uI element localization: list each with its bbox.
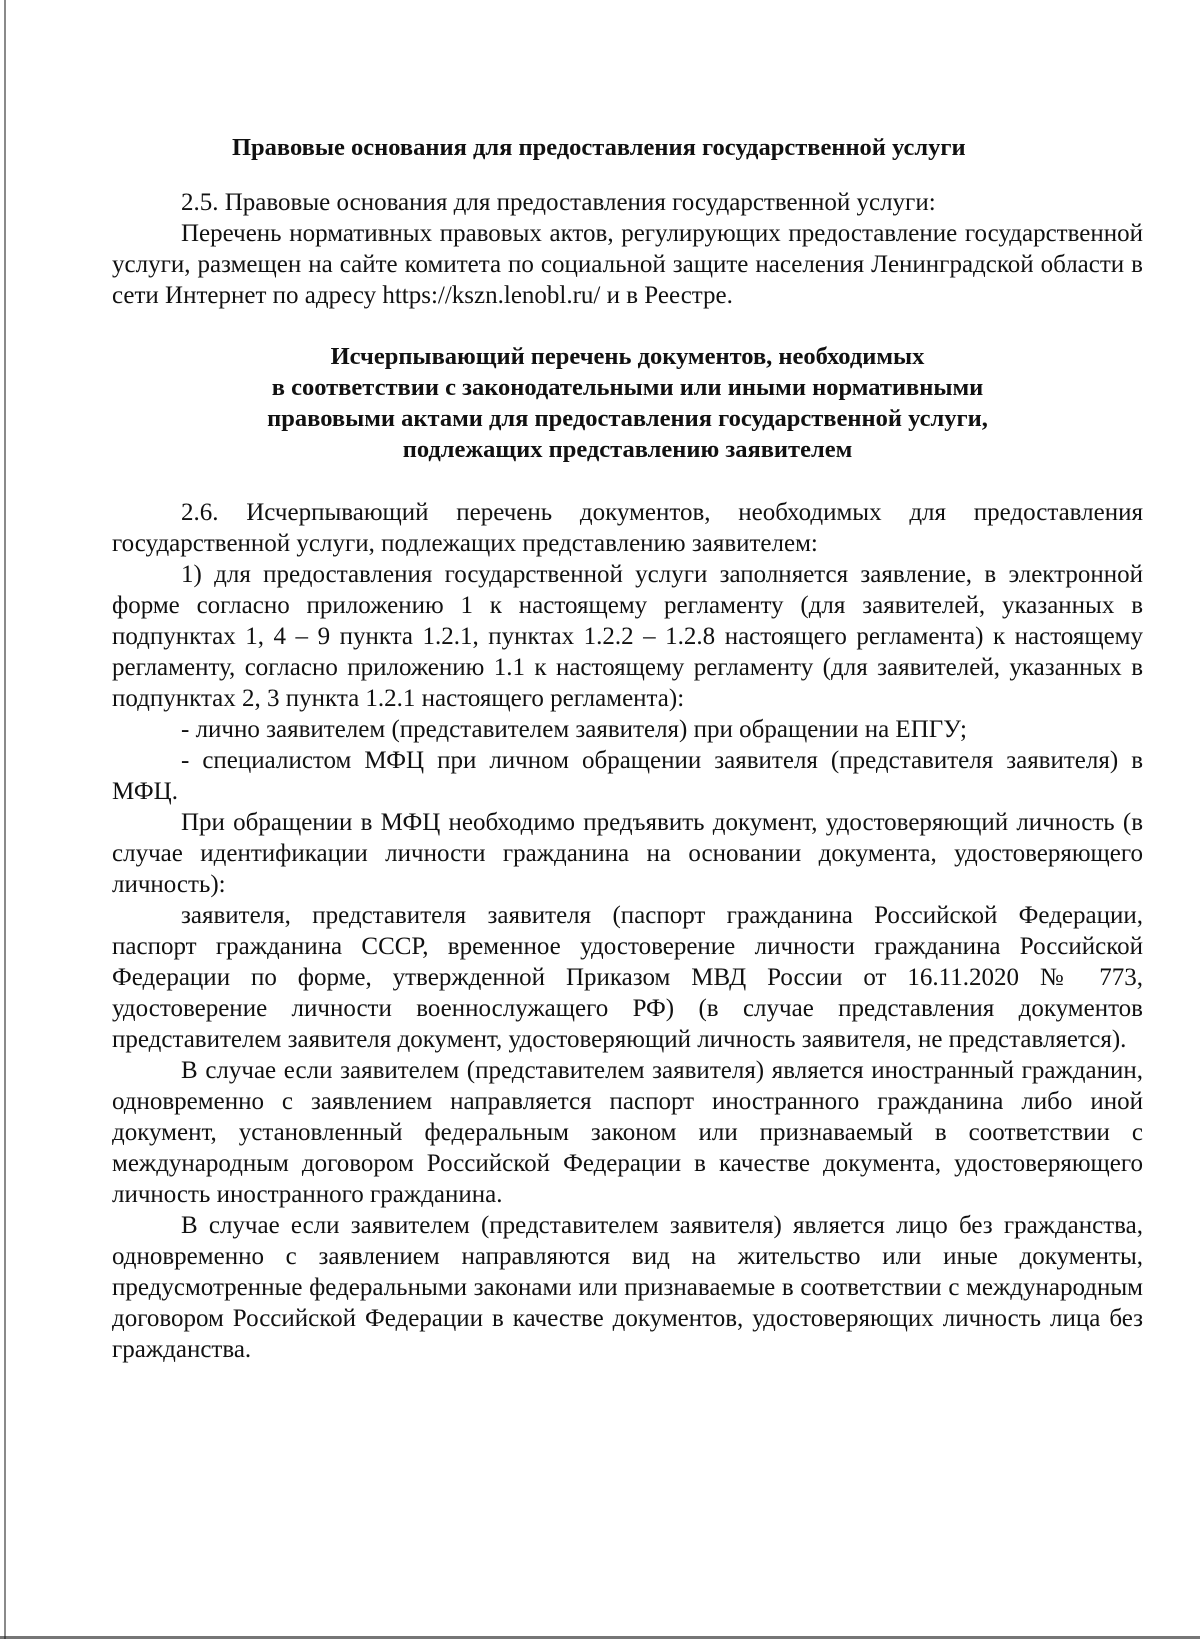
- document-content: [112, 132, 1143, 1365]
- paragraph-2-6-item-1: 1) для предоставления государственной услуги заполняется заявление, в электронной форме согласно приложению 1 к настоящему регламенту (для заявителей, указанных в подпунктах 1, 4 – 9 пункта 1.2.1, пунктах 1.2.2 – 1.2.8 настоящего регламента) к настоящему регламенту, согласно приложению 1.1 к настоящему регламенту (для заявителей, указанных в подпунктах 2, 3 пункта 1.2.1 настоящего регламента):: [112, 561, 1143, 712]
- scan-edge-left: [4, 0, 6, 1639]
- paragraph-dash-mfc: - специалистом МФЦ при личном обращении заявителя (представителя заявителя) в МФЦ.: [112, 747, 1143, 805]
- paragraph-stateless-person: В случае если заявителем (представителем заявителя) является лицо без гражданства, одновременно с заявлением направляются вид на жительство или иные документы, предусмотренные федеральными законами или признаваемые в соответствии с международным договором Российской Федерации в качестве документов, удостоверяющих личность лица без гражданства.: [112, 1212, 1143, 1363]
- paragraph-applicant-documents: заявителя, представителя заявителя (паспорт гражданина Российской Федерации, паспорт гражданина СССР, временное удостоверение личности гражданина Российской Федерации по форме, утвержденной Приказом МВД России от 16.11.2020 № 773, удостоверение личности военнослужащего РФ) (в случае представления документов представителем заявителя документ, удостоверяющий личность заявителя, не представляется).: [112, 902, 1143, 1053]
- paragraph-2-5-title: 2.5. Правовые основания для предоставления государственной услуги:: [181, 189, 936, 216]
- heading-line: в соответствии с законодательными или иными нормативными: [271, 374, 984, 401]
- section-heading-documents-list: [112, 341, 1143, 465]
- spacer: [112, 465, 1143, 497]
- heading-line: правовыми актами для предоставления государственной услуги,: [267, 405, 988, 432]
- paragraph-dash-epgu: - лично заявителем (представителем заявителя) при обращении на ЕПГУ;: [181, 716, 967, 743]
- heading-line: подлежащих представлению заявителем: [402, 436, 853, 463]
- heading-line: Исчерпывающий перечень документов, необходимых: [330, 343, 925, 370]
- paragraph-2-5-text: Перечень нормативных правовых актов, регулирующих предоставление государственной услуги, размещен на сайте комитета по социальной защите населения Ленинградской области в сети Интернет по адресу https://kszn.lenobl.ru/ и в Реестре.: [112, 220, 1143, 309]
- section-heading-legal-basis: Правовые основания для предоставления государственной услуги: [232, 134, 966, 161]
- paragraph-mfc-identity: При обращении в МФЦ необходимо предъявить документ, удостоверяющий личность (в случае идентификации личности гражданина на основании документа, удостоверяющего личность):: [112, 809, 1143, 898]
- paragraph-2-6-title: 2.6. Исчерпывающий перечень документов, необходимых для предоставления государственной услуги, подлежащих представлению заявителем:: [112, 499, 1143, 557]
- spacer: [112, 163, 1143, 187]
- paragraph-foreign-citizen: В случае если заявителем (представителем заявителя) является иностранный гражданин, одновременно с заявлением направляется паспорт иностранного гражданина либо иной документ, установленный федеральным законом или признаваемый в соответствии с международным договором Российской Федерации в качестве документа, удостоверяющего личность иностранного гражданина.: [112, 1057, 1143, 1208]
